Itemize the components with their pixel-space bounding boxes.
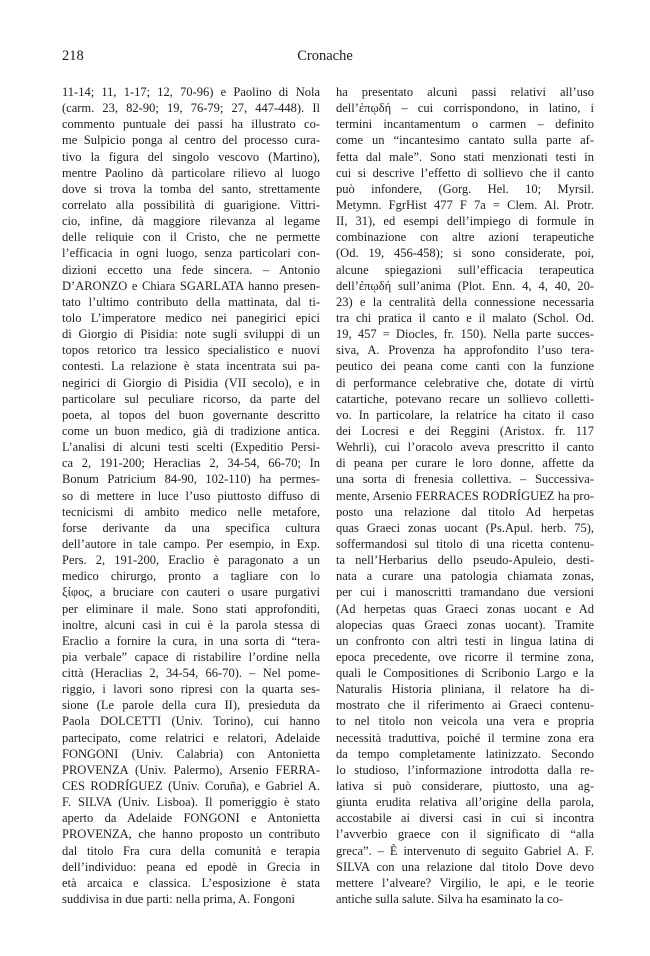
- text-line: PROVENZA (Univ. Palermo), Arsenio FERRA-: [62, 762, 320, 777]
- text-line: quali le Compositiones di Scribonio Largo e la: [336, 666, 594, 681]
- text-line: 11-14; 11, 1-17; 12, 70-96) e Paolino di Nola: [62, 85, 320, 99]
- text-line: tecnicismi di ambito medico nelle metafore,: [62, 504, 320, 519]
- text-line: dove si trova la tomba del santo, strettamente: [62, 181, 320, 196]
- text-line: per eliminare il male. Sono stati approfonditi,: [62, 601, 320, 616]
- text-line: mostrato che il riferimento ai Graeci contenu-: [336, 698, 594, 713]
- text-line: alcune spiegazioni sull’efficacia terapeutica: [336, 262, 594, 277]
- text-line: termini incantamentum o carmen – definito: [336, 117, 594, 132]
- text-line: riggio, i lavori sono ripresi con la quarta ses-: [62, 682, 320, 697]
- text-line: lo studioso, l’informazione introdotta dalla re-: [336, 762, 594, 777]
- text-line: aperto da Adelaide FONGONI e Antonietta: [62, 811, 320, 826]
- text-line: tato l’ultimo contributo della mattinata, dal ti-: [62, 294, 320, 309]
- text-line: FONGONI (Univ. Calabria) con Antonietta: [62, 746, 320, 761]
- text-line: città (Heraclias 2, 34-54, 66-70). – Nel pome-: [62, 666, 320, 681]
- text-line: commento puntuale dei passi ha illustrato co-: [62, 117, 320, 132]
- text-line: sione (Le parole della cura II), presieduta da: [62, 698, 320, 713]
- text-line: catartiche, potevano recare un sollievo colletti-: [336, 391, 594, 406]
- text-line: Wehrli), cui l’oracolo aveva prescritto il canto: [336, 440, 594, 455]
- text-line: correlato alla possibilità di guarigione. Vittri-: [62, 197, 320, 212]
- text-line: necessità traduttiva, poiché il termine zona era: [336, 730, 594, 745]
- right-text-column: [336, 84, 594, 907]
- text-line: inoltre, alcuni casi in cui è la parola stessa di: [62, 617, 320, 632]
- text-line: F. SILVA (Univ. Lisboa). Il pomeriggio è stato: [62, 795, 320, 810]
- text-line: mentre Paolino dà particolare rilievo al luogo: [62, 165, 320, 180]
- text-line: combinazione con altre azioni terapeutiche: [336, 230, 594, 245]
- text-line: partecipato, come relatrici e relatori, Adelaide: [62, 730, 320, 745]
- text-line: Pers. 2, 191-200, Eraclio è paragonato a un: [62, 553, 320, 568]
- text-line: l’avverbio graece con il significato di “alla: [336, 827, 594, 842]
- text-line: L’analisi di alcuni testi scelti (Expeditio Persi-: [62, 440, 320, 455]
- text-line: dell’ἐπῳδή sull’anima (Plot. Enn. 4, 4, 40, 20-: [336, 278, 594, 293]
- text-line: di performance celebrative che, dotate di virtù: [336, 375, 594, 390]
- text-line: poeta, al topos del buon governante descritto: [62, 407, 320, 422]
- text-line: mente, Arsenio FERRACES RODRÍGUEZ ha pro-: [336, 488, 594, 503]
- text-line: medico chirurgo, pronto a tagliare con lo: [62, 569, 320, 584]
- text-line: vo. In particolare, la relatrice ha citato il caso: [336, 407, 594, 422]
- text-line: dell’autore in tale campo. Per esempio, in Exp.: [62, 536, 320, 551]
- text-line: (Od. 19, 456-458); si sono considerate, poi,: [336, 246, 594, 261]
- text-line: da tempo completamente latinizzato. Secondo: [336, 746, 594, 761]
- text-line: II, 31), ed esempi dell’impiego di formule in: [336, 214, 594, 229]
- text-line: Naturalis Historia pliniana, il relatore ha di-: [336, 682, 594, 697]
- text-line: me Sulpicio ponga al centro del processo cura-: [62, 133, 320, 148]
- text-line: lativa si può considerare, piuttosto, una ag-: [336, 779, 594, 794]
- text-line: come un buon medico, già di tradizione antica.: [62, 423, 320, 438]
- text-line: quas Graeci zonas uocant (Ps.Apul. herb. 75),: [336, 520, 594, 535]
- text-line: alopecias quas Graeci zonas uocant). Tramite: [336, 617, 594, 632]
- text-line: mettere l’alveare? Virgilio, le api, e le teorie: [336, 875, 594, 890]
- text-line: delle reliquie con il Cristo, che ne permette: [62, 230, 320, 245]
- text-line: ha presentato alcuni passi relativi all’uso: [336, 85, 594, 99]
- text-line: come un “incantesimo cantato sulla parte af-: [336, 133, 594, 148]
- text-line: l’efficacia in ogni luogo, senza particolari con-: [62, 246, 320, 261]
- text-line: una sorta di frenesia collettiva. – Successiva-: [336, 472, 594, 487]
- text-line: topos retorico tra lessico specialistico e nuovi: [62, 343, 320, 358]
- text-line: per cui i manoscritti tramandano due versioni: [336, 585, 594, 600]
- text-line: tra chi pratica il canto e il malato (Schol. Od.: [336, 310, 594, 325]
- text-line: SILVA con una relazione dal titolo Dove devo: [336, 859, 594, 874]
- text-line: to nel titolo non veicola una vera e propria: [336, 714, 594, 729]
- text-line: dizioni eccetto una fede sincera. – Antonio: [62, 262, 320, 277]
- text-line: PROVENZA, che hanno proposto un contributo: [62, 827, 320, 842]
- text-line: pia verbale” capace di ristabilire l’ordine nella: [62, 649, 320, 664]
- text-line: antiche sulla salute. Silva ha esaminato la co-: [336, 892, 564, 907]
- text-line: (Ad herpetas quas Graeci zonas uocant e Ad: [336, 601, 594, 616]
- text-line: ξίφος, a bruciare con cauteri o usare purgativi: [62, 585, 320, 600]
- text-line: può infondere, (Gorg. Hel. 10; Myrsil.: [336, 181, 594, 196]
- text-line: forse derivante da una specifica cultura: [62, 520, 320, 535]
- text-line: tivo la figura del singolo vescovo (Martino),: [62, 149, 320, 164]
- text-line: un confronto con altri testi in lingua latina di: [336, 633, 594, 648]
- text-line: suddivisa in due parti: nella prima, A. Fongoni: [62, 892, 295, 907]
- text-line: giunta erudita relativa all’origine della parola,: [336, 795, 594, 810]
- text-line: Eraclio a fornire la cura, in una sorta di “tera-: [62, 633, 320, 648]
- text-line: ca 2, 191-200; Heraclias 2, 34-54, 66-70; In: [62, 456, 320, 471]
- running-title: Cronache: [297, 48, 353, 64]
- text-line: negirici di Giorgio di Pisidia (VII secolo), e in: [62, 375, 320, 390]
- text-line: dell’individuo: peana ed epodè in Grecia in: [62, 859, 320, 874]
- text-line: posto una relazione dal titolo Ad herpetas: [336, 504, 594, 519]
- text-line: Metymn. FgrHist 477 F 7a = Clem. Al. Protr.: [336, 197, 594, 212]
- text-line: Paola DOLCETTI (Univ. Torino), cui hanno: [62, 714, 320, 729]
- text-line: di Giorgio di Pisidia: note sugli sviluppi di un: [62, 327, 320, 342]
- text-line: soffermandosi sul titolo di una ricetta contenu-: [336, 536, 594, 551]
- text-line: particolare sul peculiare ricorso, da parte del: [62, 391, 320, 406]
- text-line: 23) e la centralità della connessione necessaria: [336, 294, 594, 309]
- text-line: nata a curare una patologia chiamata zonas,: [336, 569, 594, 584]
- text-line: età arcaica e classica. L’esposizione è stata: [62, 875, 320, 890]
- text-line: 19, 457 = Diocles, fr. 150). Nella parte succes-: [336, 327, 594, 342]
- page-number: 218: [62, 48, 84, 64]
- text-line: Bonum Patricium 84-90, 102-110) ha permes-: [62, 472, 320, 487]
- text-line: so di mettere in luce l’uso piuttosto diffuso di: [62, 488, 320, 503]
- text-line: cui si descrive l’effetto di sollievo che il canto: [336, 165, 594, 180]
- text-line: accostabile ai diversi casi in cui si incontra: [336, 811, 594, 826]
- text-line: ta nell’Herbarius dello pseudo-Apuleio, desti-: [336, 553, 594, 568]
- text-line: peutico dei peana come canti con la funzione: [336, 359, 594, 374]
- text-line: contesti. La relazione è stata incentrata sui pa-: [62, 359, 320, 374]
- text-line: epoca precedente, ove ricorre il termine zona,: [336, 649, 594, 664]
- text-line: dell’ἐπῳδή – cui corrispondono, in latino, i: [336, 101, 594, 116]
- left-text-column: [62, 84, 320, 907]
- text-line: (carm. 23, 82-90; 19, 76-79; 27, 447-448). Il: [62, 101, 320, 116]
- text-line: greca”. – È intervenuto di seguito Gabriel A. F.: [336, 843, 594, 858]
- text-line: siva, A. Provenza ha approfondito l’uso tera-: [336, 343, 594, 358]
- text-line: dei Locresi e dei Reggini (Aristox. fr. 117: [336, 423, 594, 438]
- text-line: D’ARONZO e Chiara SGARLATA hanno presen-: [62, 278, 320, 293]
- text-line: di peana per curare le loro donne, affette da: [336, 456, 594, 471]
- text-line: fetta dal male”. Sono stati menzionati testi in: [336, 149, 594, 164]
- text-line: cio, infine, dà maggiore rilevanza al legame: [62, 214, 320, 229]
- text-line: dal titolo Fra cura della comunità e terapia: [62, 843, 320, 858]
- text-line: CES RODRÍGUEZ (Univ. Coruña), e Gabriel A.: [62, 779, 320, 794]
- text-line: tolo L’imperatore medico nei panegirici epici: [62, 310, 320, 325]
